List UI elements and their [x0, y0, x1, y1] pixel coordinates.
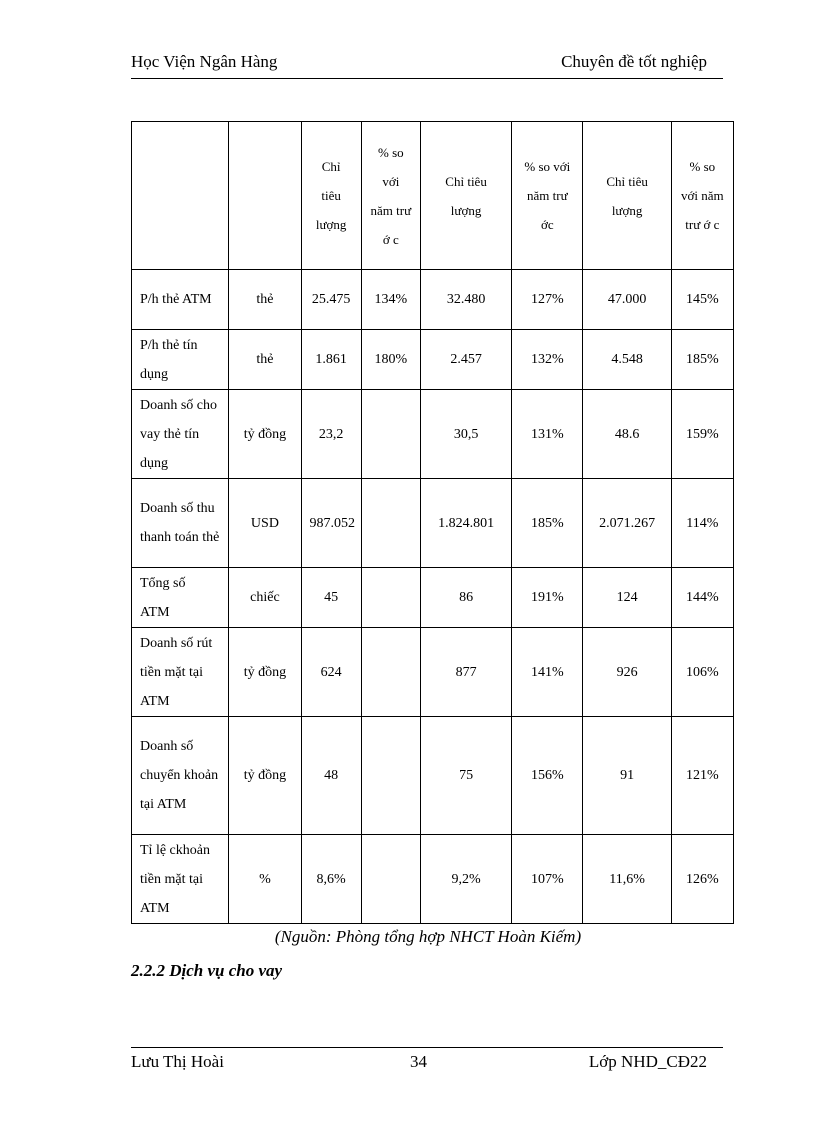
value-cell: 1.861 — [301, 330, 361, 390]
header-cell — [132, 122, 229, 270]
section-heading: 2.2.2 Dịch vụ cho vay — [131, 961, 283, 980]
table-header-row — [132, 122, 734, 270]
table-source-note — [0, 927, 816, 947]
value-cell: 11,6% — [583, 835, 671, 924]
footer-author: Lưu Thị Hoài — [131, 1052, 224, 1071]
table-row — [132, 835, 734, 924]
value-cell: 185% — [671, 330, 733, 390]
value-cell: 145% — [671, 270, 733, 330]
row-unit: tỷ đồng — [229, 628, 301, 717]
row-unit: thẻ — [229, 330, 301, 390]
value-cell: 114% — [671, 479, 733, 568]
source-text: (Nguồn: Phòng tổng hợp NHCT Hoàn Kiếm) — [274, 927, 582, 946]
page-footer — [131, 1047, 723, 1078]
header-cell — [229, 122, 301, 270]
value-cell: 2.071.267 — [583, 479, 671, 568]
footer-class: Lớp NHD_CĐ22 — [588, 1052, 707, 1071]
value-cell: 30,5 — [420, 390, 511, 479]
value-cell: 180% — [361, 330, 420, 390]
header-document-type: Chuyên đề tốt nghiệp — [561, 52, 707, 71]
value-cell: 926 — [583, 628, 671, 717]
row-label: Doanh số chuyển khoản tại ATM — [132, 717, 229, 835]
row-unit: thẻ — [229, 270, 301, 330]
value-cell: 8,6% — [301, 835, 361, 924]
value-cell: 47.000 — [583, 270, 671, 330]
value-cell: 106% — [671, 628, 733, 717]
value-cell: 121% — [671, 717, 733, 835]
value-cell — [361, 628, 420, 717]
card-statistics-table — [131, 121, 734, 924]
value-cell: 185% — [512, 479, 583, 568]
row-unit: chiếc — [229, 568, 301, 628]
row-label: Tổng số ATM — [132, 568, 229, 628]
value-cell: 131% — [512, 390, 583, 479]
page-header — [131, 52, 723, 79]
value-cell — [361, 390, 420, 479]
value-cell: 75 — [420, 717, 511, 835]
value-cell: 126% — [671, 835, 733, 924]
value-cell: 107% — [512, 835, 583, 924]
header-cell: Chỉ tiêu lượng — [420, 122, 511, 270]
table-row — [132, 390, 734, 479]
row-label: Doanh số cho vay thẻ tín dụng — [132, 390, 229, 479]
value-cell — [361, 717, 420, 835]
table-row — [132, 479, 734, 568]
value-cell: 4.548 — [583, 330, 671, 390]
value-cell: 141% — [512, 628, 583, 717]
value-cell: 86 — [420, 568, 511, 628]
row-label: Doanh số thu thanh toán thẻ — [132, 479, 229, 568]
table-row — [132, 330, 734, 390]
value-cell: 32.480 — [420, 270, 511, 330]
value-cell: 1.824.801 — [420, 479, 511, 568]
value-cell: 127% — [512, 270, 583, 330]
value-cell: 48.6 — [583, 390, 671, 479]
header-cell: % so với năm trư ớ c — [671, 122, 733, 270]
value-cell: 48 — [301, 717, 361, 835]
header-cell: Chỉ tiêu lượng — [583, 122, 671, 270]
value-cell: 45 — [301, 568, 361, 628]
table-row — [132, 717, 734, 835]
row-unit: USD — [229, 479, 301, 568]
table-row — [132, 628, 734, 717]
value-cell: 159% — [671, 390, 733, 479]
value-cell: 23,2 — [301, 390, 361, 479]
row-label: P/h thẻ tín dụng — [132, 330, 229, 390]
row-unit: tỷ đồng — [229, 717, 301, 835]
table-row — [132, 270, 734, 330]
row-label: Doanh số rút tiền mặt tại ATM — [132, 628, 229, 717]
value-cell: 144% — [671, 568, 733, 628]
header-cell: Chỉ tiêu lượng — [301, 122, 361, 270]
value-cell: 877 — [420, 628, 511, 717]
row-unit: tỷ đồng — [229, 390, 301, 479]
value-cell: 624 — [301, 628, 361, 717]
value-cell — [361, 479, 420, 568]
header-cell: % so với năm trư ớc — [512, 122, 583, 270]
value-cell: 134% — [361, 270, 420, 330]
table-row — [132, 568, 734, 628]
page-number: 34 — [410, 1052, 427, 1071]
value-cell: 987.052 — [301, 479, 361, 568]
value-cell: 156% — [512, 717, 583, 835]
value-cell: 25.475 — [301, 270, 361, 330]
header-institution: Học Viện Ngân Hàng — [131, 52, 278, 71]
value-cell: 124 — [583, 568, 671, 628]
value-cell: 91 — [583, 717, 671, 835]
value-cell: 191% — [512, 568, 583, 628]
row-label: Tỉ lệ ckhoản tiền mặt tại ATM — [132, 835, 229, 924]
row-label: P/h thẻ ATM — [132, 270, 229, 330]
value-cell: 2.457 — [420, 330, 511, 390]
value-cell — [361, 835, 420, 924]
header-cell: % so với năm trư ớ c — [361, 122, 420, 270]
value-cell — [361, 568, 420, 628]
value-cell: 9,2% — [420, 835, 511, 924]
value-cell: 132% — [512, 330, 583, 390]
row-unit: % — [229, 835, 301, 924]
